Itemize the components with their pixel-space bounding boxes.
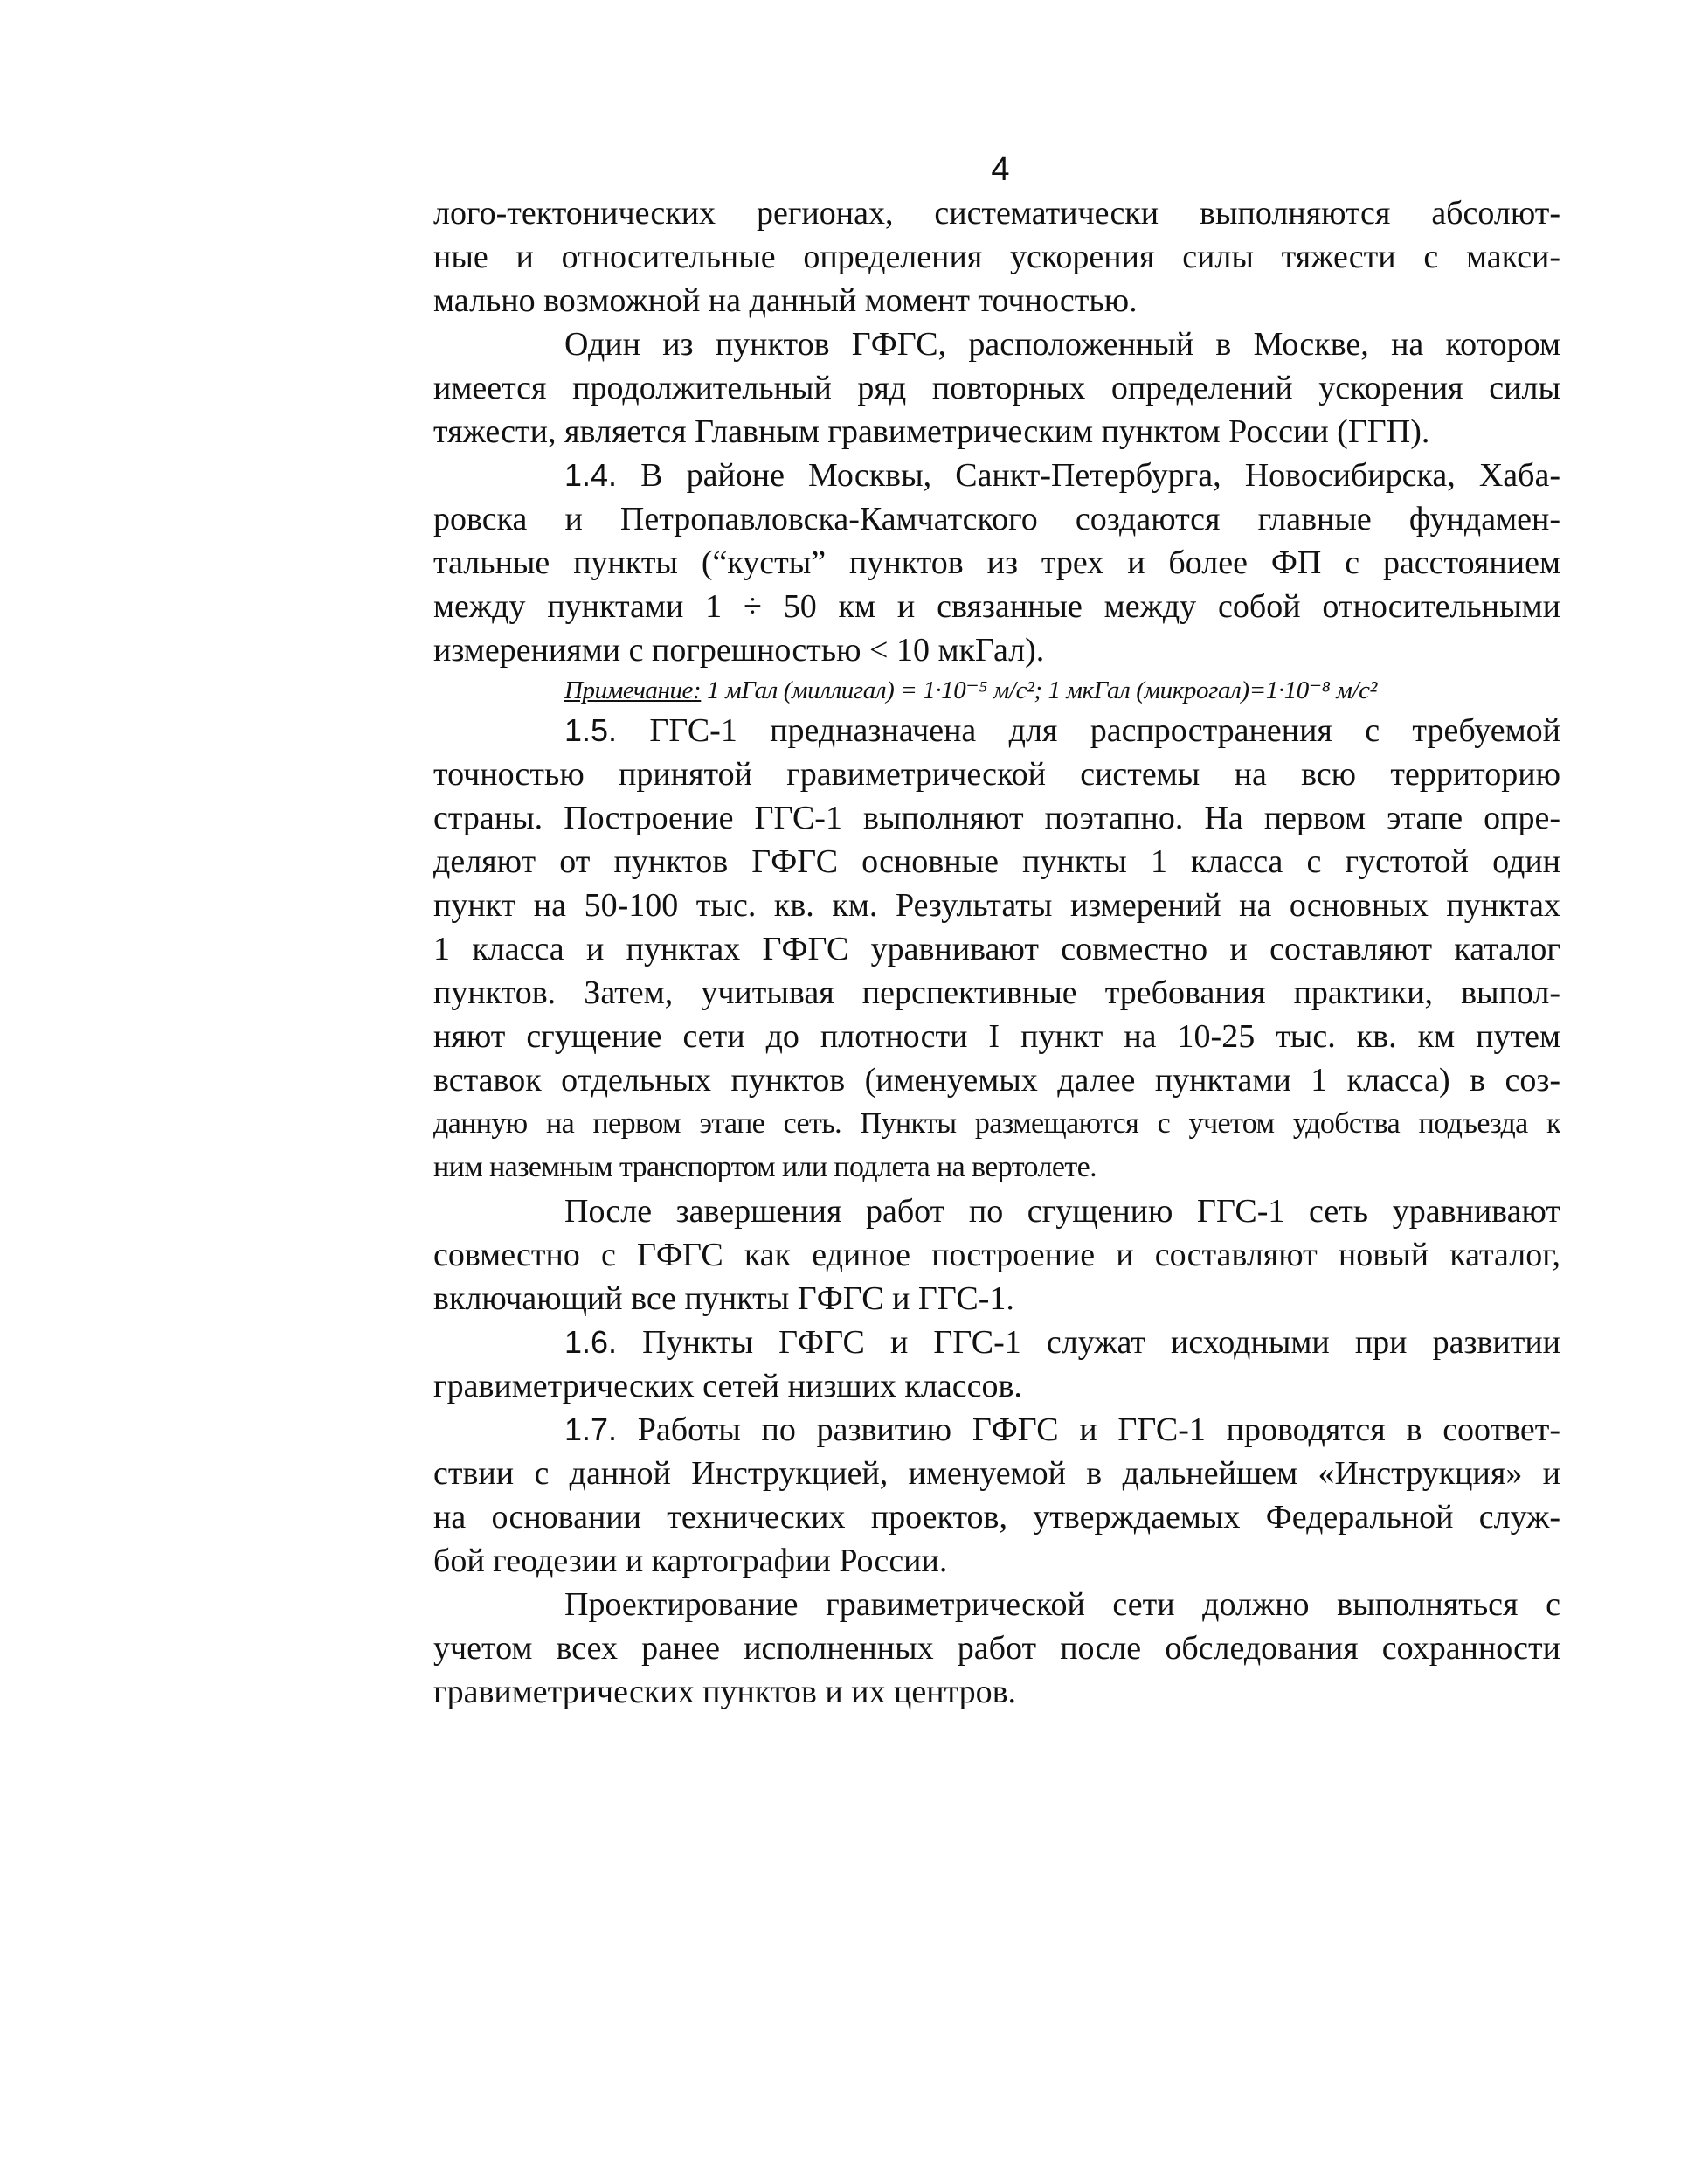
text-line: деляют от пунктов ГФГС основные пункты 1 класса с густотой один <box>433 843 1560 880</box>
note <box>433 672 1560 709</box>
text-line: ствии с данной Инструкцией, именуемой в дальнейшем «Инструкция» и <box>433 1455 1560 1492</box>
page-number: 4 <box>991 151 1010 188</box>
paragraph-1-6 <box>433 1321 1560 1408</box>
paragraph-5 <box>433 1189 1560 1321</box>
paragraph-2 <box>433 322 1560 454</box>
paragraph-1-5 <box>433 709 1560 1189</box>
text-line <box>433 709 1560 752</box>
text-line <box>433 1321 1560 1364</box>
text-line-content: ГГС-1 предназначена для распространения с требуемой <box>649 712 1560 749</box>
text-line: тальные пункты (“кусты” пунктов из трех и более ФП с расстоянием <box>433 544 1560 581</box>
text-line: гравиметрических сетей низших классов. <box>433 1368 1022 1404</box>
text-line: Один из пунктов ГФГС, расположенный в Москве, на котором <box>564 326 1560 363</box>
text-line: пунктов. Затем, учитывая перспективные требования практики, выпол- <box>433 974 1560 1011</box>
note-text: 1 мГал (миллигал) = 1·10⁻⁵ м/с²; 1 мкГал (микрогал)=1·10⁻⁸ м/с² <box>701 676 1377 704</box>
text-line-content: Работы по развитию ГФГС и ГГС-1 проводятся в соответ- <box>637 1411 1560 1448</box>
section-number: 1.4. <box>564 457 618 493</box>
text-line: ные и относительные определения ускорения силы тяжести с макси- <box>433 239 1560 275</box>
text-line: измерениями с погрешностью < 10 мкГал). <box>433 632 1045 669</box>
text-line: вставок отдельных пунктов (именуемых далее пунктами 1 класса) в соз- <box>433 1062 1560 1099</box>
text-line: мально возможной на данный момент точностью. <box>433 282 1138 319</box>
text-line: точностью принятой гравиметрической системы на всю территорию <box>433 756 1560 793</box>
section-number: 1.6. <box>564 1324 618 1360</box>
text-line: няют сгущение сети до плотности I пункт на 10-25 тыс. кв. км путем <box>433 1018 1560 1055</box>
text-line: имеется продолжительный ряд повторных определений ускорения силы <box>433 370 1560 406</box>
text-line: ровска и Петропавловска-Камчатского создаются главные фундамен- <box>433 501 1560 537</box>
text-line: Проектирование гравиметрической сети должно выполняться с <box>564 1586 1560 1623</box>
text-line <box>433 1408 1560 1452</box>
paragraph-8 <box>433 1583 1560 1714</box>
text-line: включающий все пункты ГФГС и ГГС-1. <box>433 1280 1014 1317</box>
text-line: пункт на 50-100 тыс. кв. км. Результаты измерений на основных пунктах <box>433 887 1560 924</box>
text-line: на основании технических проектов, утверждаемых Федеральной служ- <box>433 1499 1560 1536</box>
text-line: между пунктами 1 ÷ 50 км и связанные между собой относительными <box>433 588 1560 625</box>
text-line: данную на первом этапе сеть. Пункты размещаются с учетом удобства подъезда к <box>433 1107 1560 1140</box>
text-line: гравиметрических пунктов и их центров. <box>433 1674 1017 1710</box>
section-number: 1.5. <box>564 712 618 748</box>
text-line: бой геодезии и картографии России. <box>433 1543 948 1579</box>
text-line: страны. Построение ГГС-1 выполняют поэтапно. На первом этапе опре- <box>433 800 1560 836</box>
body-text <box>433 191 1560 1714</box>
text-line: ним наземным транспортом или подлета на вертолете. <box>433 1151 1097 1183</box>
text-line: 1 класса и пунктах ГФГС уравнивают совместно и составляют каталог <box>433 931 1560 967</box>
text-line-content: Пункты ГФГС и ГГС-1 служат исходными при развитии <box>642 1324 1560 1361</box>
text-line-content: В районе Москвы, Санкт-Петербурга, Новосибирска, Хаба- <box>640 457 1560 494</box>
paragraph-1 <box>433 191 1560 322</box>
section-number: 1.7. <box>564 1411 618 1447</box>
paragraph-1-7 <box>433 1408 1560 1583</box>
text-line: учетом всех ранее исполненных работ после обследования сохранности <box>433 1630 1560 1667</box>
text-line: После завершения работ по сгущению ГГС-1 сеть уравнивают <box>564 1193 1560 1230</box>
text-line: лого-тектонических регионах, систематически выполняются абсолют- <box>433 195 1560 232</box>
paragraph-1-4 <box>433 454 1560 672</box>
text-line: совместно с ГФГС как единое построение и составляют новый каталог, <box>433 1237 1560 1273</box>
note-label: Примечание: <box>564 676 702 704</box>
text-line: тяжести, является Главным гравиметрическим пунктом России (ГГП). <box>433 413 1430 450</box>
text-line <box>433 454 1560 497</box>
